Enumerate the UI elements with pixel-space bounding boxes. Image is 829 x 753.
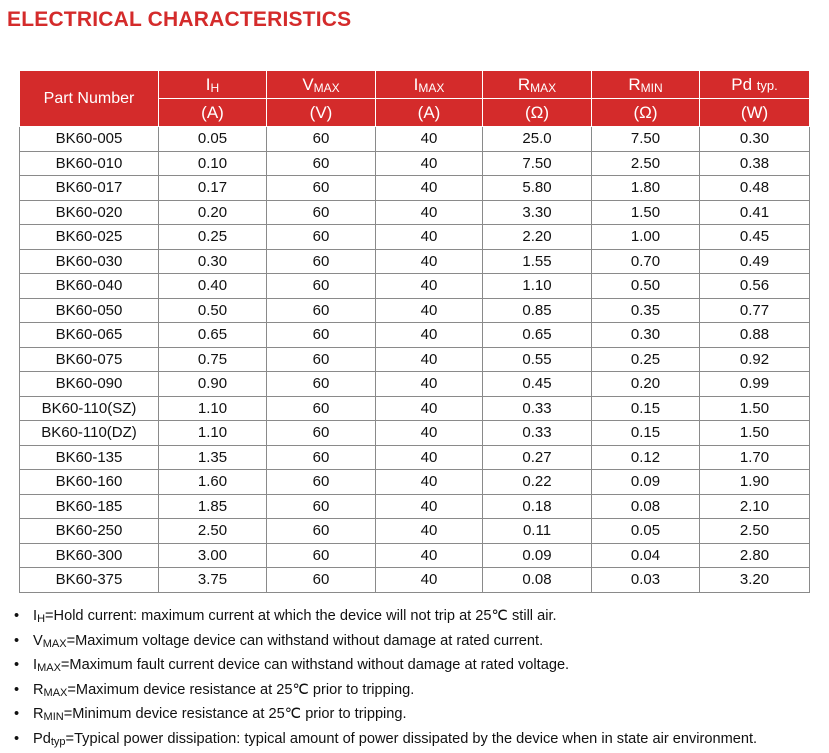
cell-imax: 40 xyxy=(376,543,483,568)
cell-ih: 3.00 xyxy=(159,543,267,568)
cell-imax: 40 xyxy=(376,225,483,250)
cell-vmax: 60 xyxy=(267,445,376,470)
note-text: =Minimum device resistance at 25℃ prior to tripping. xyxy=(64,706,407,722)
cell-part: BK60-110(SZ) xyxy=(20,396,159,421)
cell-part: BK60-075 xyxy=(20,347,159,372)
note-symbol: R xyxy=(33,706,44,722)
cell-pd: 0.77 xyxy=(700,298,810,323)
bullet-icon: • xyxy=(14,704,33,726)
table-row xyxy=(20,127,810,152)
cell-rmin: 0.15 xyxy=(592,421,700,446)
note-symbol: I xyxy=(33,657,37,673)
cell-vmax: 60 xyxy=(267,470,376,495)
table-row xyxy=(20,445,810,470)
table-row xyxy=(20,372,810,397)
cell-rmax: 1.10 xyxy=(483,274,592,299)
cell-part: BK60-135 xyxy=(20,445,159,470)
cell-ih: 1.35 xyxy=(159,445,267,470)
column-header-imax: $I_{MAX}$ xyxy=(376,71,483,99)
cell-imax: 40 xyxy=(376,372,483,397)
cell-rmin: 0.05 xyxy=(592,519,700,544)
cell-pd: 3.20 xyxy=(700,568,810,593)
cell-part: BK60-065 xyxy=(20,323,159,348)
cell-pd: 0.49 xyxy=(700,249,810,274)
cell-ih: 0.25 xyxy=(159,225,267,250)
cell-rmin: 0.25 xyxy=(592,347,700,372)
cell-vmax: 60 xyxy=(267,421,376,446)
table-row xyxy=(20,543,810,568)
cell-part: BK60-030 xyxy=(20,249,159,274)
cell-rmin: 0.03 xyxy=(592,568,700,593)
table-row xyxy=(20,249,810,274)
table-row xyxy=(20,519,810,544)
cell-rmin: 0.70 xyxy=(592,249,700,274)
cell-vmax: 60 xyxy=(267,200,376,225)
unit-ih: (A) xyxy=(159,99,267,127)
note-subscript: MAX xyxy=(37,662,61,674)
cell-rmin: 1.00 xyxy=(592,225,700,250)
cell-pd: 0.56 xyxy=(700,274,810,299)
cell-rmin: 0.15 xyxy=(592,396,700,421)
cell-pd: 0.38 xyxy=(700,151,810,176)
cell-rmin: 0.09 xyxy=(592,470,700,495)
cell-pd: 2.10 xyxy=(700,494,810,519)
cell-part: BK60-020 xyxy=(20,200,159,225)
table-row xyxy=(20,568,810,593)
unit-pd: (W) xyxy=(700,99,810,127)
cell-rmax: 25.0 xyxy=(483,127,592,152)
cell-imax: 40 xyxy=(376,323,483,348)
note-item xyxy=(14,631,757,656)
bullet-icon: • xyxy=(14,729,33,751)
cell-pd: 2.50 xyxy=(700,519,810,544)
cell-part: BK60-040 xyxy=(20,274,159,299)
cell-rmin: 0.12 xyxy=(592,445,700,470)
cell-imax: 40 xyxy=(376,396,483,421)
note-symbol: I xyxy=(33,608,37,624)
cell-ih: 1.85 xyxy=(159,494,267,519)
cell-rmax: 0.11 xyxy=(483,519,592,544)
note-text: =Maximum voltage device can withstand without damage at rated current. xyxy=(67,633,544,649)
bullet-icon: • xyxy=(14,680,33,702)
cell-rmin: 0.20 xyxy=(592,372,700,397)
cell-pd: 0.88 xyxy=(700,323,810,348)
cell-ih: 3.75 xyxy=(159,568,267,593)
cell-pd: 1.70 xyxy=(700,445,810,470)
page-title: ELECTRICAL CHARACTERISTICS xyxy=(7,8,351,32)
note-subscript: H xyxy=(37,613,45,625)
cell-ih: 0.17 xyxy=(159,176,267,201)
cell-imax: 40 xyxy=(376,494,483,519)
cell-pd: 1.50 xyxy=(700,396,810,421)
cell-rmax: 0.08 xyxy=(483,568,592,593)
cell-imax: 40 xyxy=(376,568,483,593)
table-body xyxy=(20,127,810,593)
cell-vmax: 60 xyxy=(267,249,376,274)
column-header-part-number: Part Number xyxy=(20,71,159,127)
table-row xyxy=(20,274,810,299)
unit-imax: (A) xyxy=(376,99,483,127)
cell-rmax: 0.33 xyxy=(483,396,592,421)
column-header-vmax: $V_{MAX}$ xyxy=(267,71,376,99)
cell-rmax: 0.45 xyxy=(483,372,592,397)
cell-rmax: 2.20 xyxy=(483,225,592,250)
cell-rmax: 7.50 xyxy=(483,151,592,176)
cell-part: BK60-250 xyxy=(20,519,159,544)
cell-ih: 0.90 xyxy=(159,372,267,397)
cell-pd: 0.30 xyxy=(700,127,810,152)
cell-ih: 0.75 xyxy=(159,347,267,372)
cell-rmax: 0.09 xyxy=(483,543,592,568)
note-item xyxy=(14,655,757,680)
note-subscript: typ xyxy=(51,736,66,748)
cell-rmax: 3.30 xyxy=(483,200,592,225)
cell-vmax: 60 xyxy=(267,151,376,176)
cell-vmax: 60 xyxy=(267,176,376,201)
table-row xyxy=(20,151,810,176)
cell-rmin: 0.35 xyxy=(592,298,700,323)
cell-pd: 0.48 xyxy=(700,176,810,201)
note-text: =Hold current: maximum current at which the device will not trip at 25℃ still air. xyxy=(45,608,557,624)
note-symbol: R xyxy=(33,682,44,698)
cell-vmax: 60 xyxy=(267,274,376,299)
cell-rmin: 7.50 xyxy=(592,127,700,152)
cell-rmin: 1.50 xyxy=(592,200,700,225)
cell-vmax: 60 xyxy=(267,519,376,544)
cell-pd: 0.99 xyxy=(700,372,810,397)
note-symbol: V xyxy=(33,633,43,649)
note-text: =Maximum fault current device can withstand without damage at rated voltage. xyxy=(61,657,569,673)
cell-imax: 40 xyxy=(376,421,483,446)
bullet-icon: • xyxy=(14,631,33,653)
cell-part: BK60-300 xyxy=(20,543,159,568)
cell-pd: 1.90 xyxy=(700,470,810,495)
note-symbol: Pd xyxy=(33,731,51,747)
cell-rmax: 0.65 xyxy=(483,323,592,348)
cell-part: BK60-050 xyxy=(20,298,159,323)
cell-ih: 0.10 xyxy=(159,151,267,176)
table-row xyxy=(20,298,810,323)
cell-rmax: 1.55 xyxy=(483,249,592,274)
cell-ih: 0.40 xyxy=(159,274,267,299)
cell-rmax: 0.22 xyxy=(483,470,592,495)
cell-part: BK60-160 xyxy=(20,470,159,495)
cell-imax: 40 xyxy=(376,445,483,470)
unit-vmax: (V) xyxy=(267,99,376,127)
note-subscript: MIN xyxy=(44,711,64,723)
cell-vmax: 60 xyxy=(267,347,376,372)
cell-imax: 40 xyxy=(376,176,483,201)
cell-rmax: 0.55 xyxy=(483,347,592,372)
cell-imax: 40 xyxy=(376,519,483,544)
column-header-rmax: $R_{MAX}$ xyxy=(483,71,592,99)
cell-part: BK60-017 xyxy=(20,176,159,201)
table-row xyxy=(20,200,810,225)
note-text: =Typical power dissipation: typical amount of power dissipated by the device when in state air environment. xyxy=(66,731,758,747)
unit-rmax: (Ω) xyxy=(483,99,592,127)
cell-vmax: 60 xyxy=(267,127,376,152)
cell-rmax: 0.33 xyxy=(483,421,592,446)
table-row xyxy=(20,396,810,421)
table-row xyxy=(20,323,810,348)
cell-part: BK60-110(DZ) xyxy=(20,421,159,446)
cell-vmax: 60 xyxy=(267,543,376,568)
cell-pd: 0.92 xyxy=(700,347,810,372)
cell-rmin: 2.50 xyxy=(592,151,700,176)
note-item xyxy=(14,729,757,753)
cell-ih: 0.05 xyxy=(159,127,267,152)
table-row xyxy=(20,421,810,446)
bullet-icon: • xyxy=(14,655,33,677)
column-header-rmin: $R_{MIN}$ xyxy=(592,71,700,99)
table-row xyxy=(20,347,810,372)
cell-rmax: 5.80 xyxy=(483,176,592,201)
cell-imax: 40 xyxy=(376,298,483,323)
note-subscript: MAX xyxy=(44,687,68,699)
cell-ih: 2.50 xyxy=(159,519,267,544)
cell-rmax: 0.18 xyxy=(483,494,592,519)
cell-part: BK60-010 xyxy=(20,151,159,176)
cell-imax: 40 xyxy=(376,470,483,495)
cell-ih: 0.65 xyxy=(159,323,267,348)
cell-imax: 40 xyxy=(376,200,483,225)
column-header-ih: $I_H$ xyxy=(159,71,267,99)
cell-vmax: 60 xyxy=(267,494,376,519)
cell-part: BK60-375 xyxy=(20,568,159,593)
header-row-symbols xyxy=(20,71,810,99)
cell-rmin: 0.04 xyxy=(592,543,700,568)
cell-part: BK60-005 xyxy=(20,127,159,152)
cell-rmin: 0.08 xyxy=(592,494,700,519)
cell-rmin: 1.80 xyxy=(592,176,700,201)
cell-rmin: 0.30 xyxy=(592,323,700,348)
cell-rmax: 0.27 xyxy=(483,445,592,470)
note-subscript: MAX xyxy=(43,638,67,650)
cell-imax: 40 xyxy=(376,347,483,372)
unit-rmin: (Ω) xyxy=(592,99,700,127)
cell-ih: 1.10 xyxy=(159,421,267,446)
column-header-pd: Pd typ. xyxy=(700,71,810,99)
table-row xyxy=(20,494,810,519)
cell-pd: 1.50 xyxy=(700,421,810,446)
note-item xyxy=(14,704,757,729)
cell-vmax: 60 xyxy=(267,225,376,250)
notes-list xyxy=(14,606,757,753)
cell-imax: 40 xyxy=(376,151,483,176)
electrical-characteristics-table xyxy=(19,70,810,593)
cell-ih: 1.10 xyxy=(159,396,267,421)
note-text: =Maximum device resistance at 25℃ prior to tripping. xyxy=(67,682,414,698)
cell-vmax: 60 xyxy=(267,298,376,323)
cell-ih: 0.30 xyxy=(159,249,267,274)
cell-vmax: 60 xyxy=(267,323,376,348)
cell-pd: 2.80 xyxy=(700,543,810,568)
cell-rmin: 0.50 xyxy=(592,274,700,299)
cell-part: BK60-025 xyxy=(20,225,159,250)
table-row xyxy=(20,176,810,201)
cell-pd: 0.45 xyxy=(700,225,810,250)
cell-ih: 0.20 xyxy=(159,200,267,225)
bullet-icon: • xyxy=(14,606,33,628)
cell-vmax: 60 xyxy=(267,568,376,593)
note-item xyxy=(14,680,757,705)
cell-part: BK60-185 xyxy=(20,494,159,519)
table-row xyxy=(20,470,810,495)
cell-vmax: 60 xyxy=(267,372,376,397)
cell-part: BK60-090 xyxy=(20,372,159,397)
cell-rmax: 0.85 xyxy=(483,298,592,323)
cell-imax: 40 xyxy=(376,127,483,152)
table-row xyxy=(20,225,810,250)
cell-vmax: 60 xyxy=(267,396,376,421)
cell-ih: 1.60 xyxy=(159,470,267,495)
cell-pd: 0.41 xyxy=(700,200,810,225)
cell-ih: 0.50 xyxy=(159,298,267,323)
cell-imax: 40 xyxy=(376,274,483,299)
note-item xyxy=(14,606,757,631)
cell-imax: 40 xyxy=(376,249,483,274)
